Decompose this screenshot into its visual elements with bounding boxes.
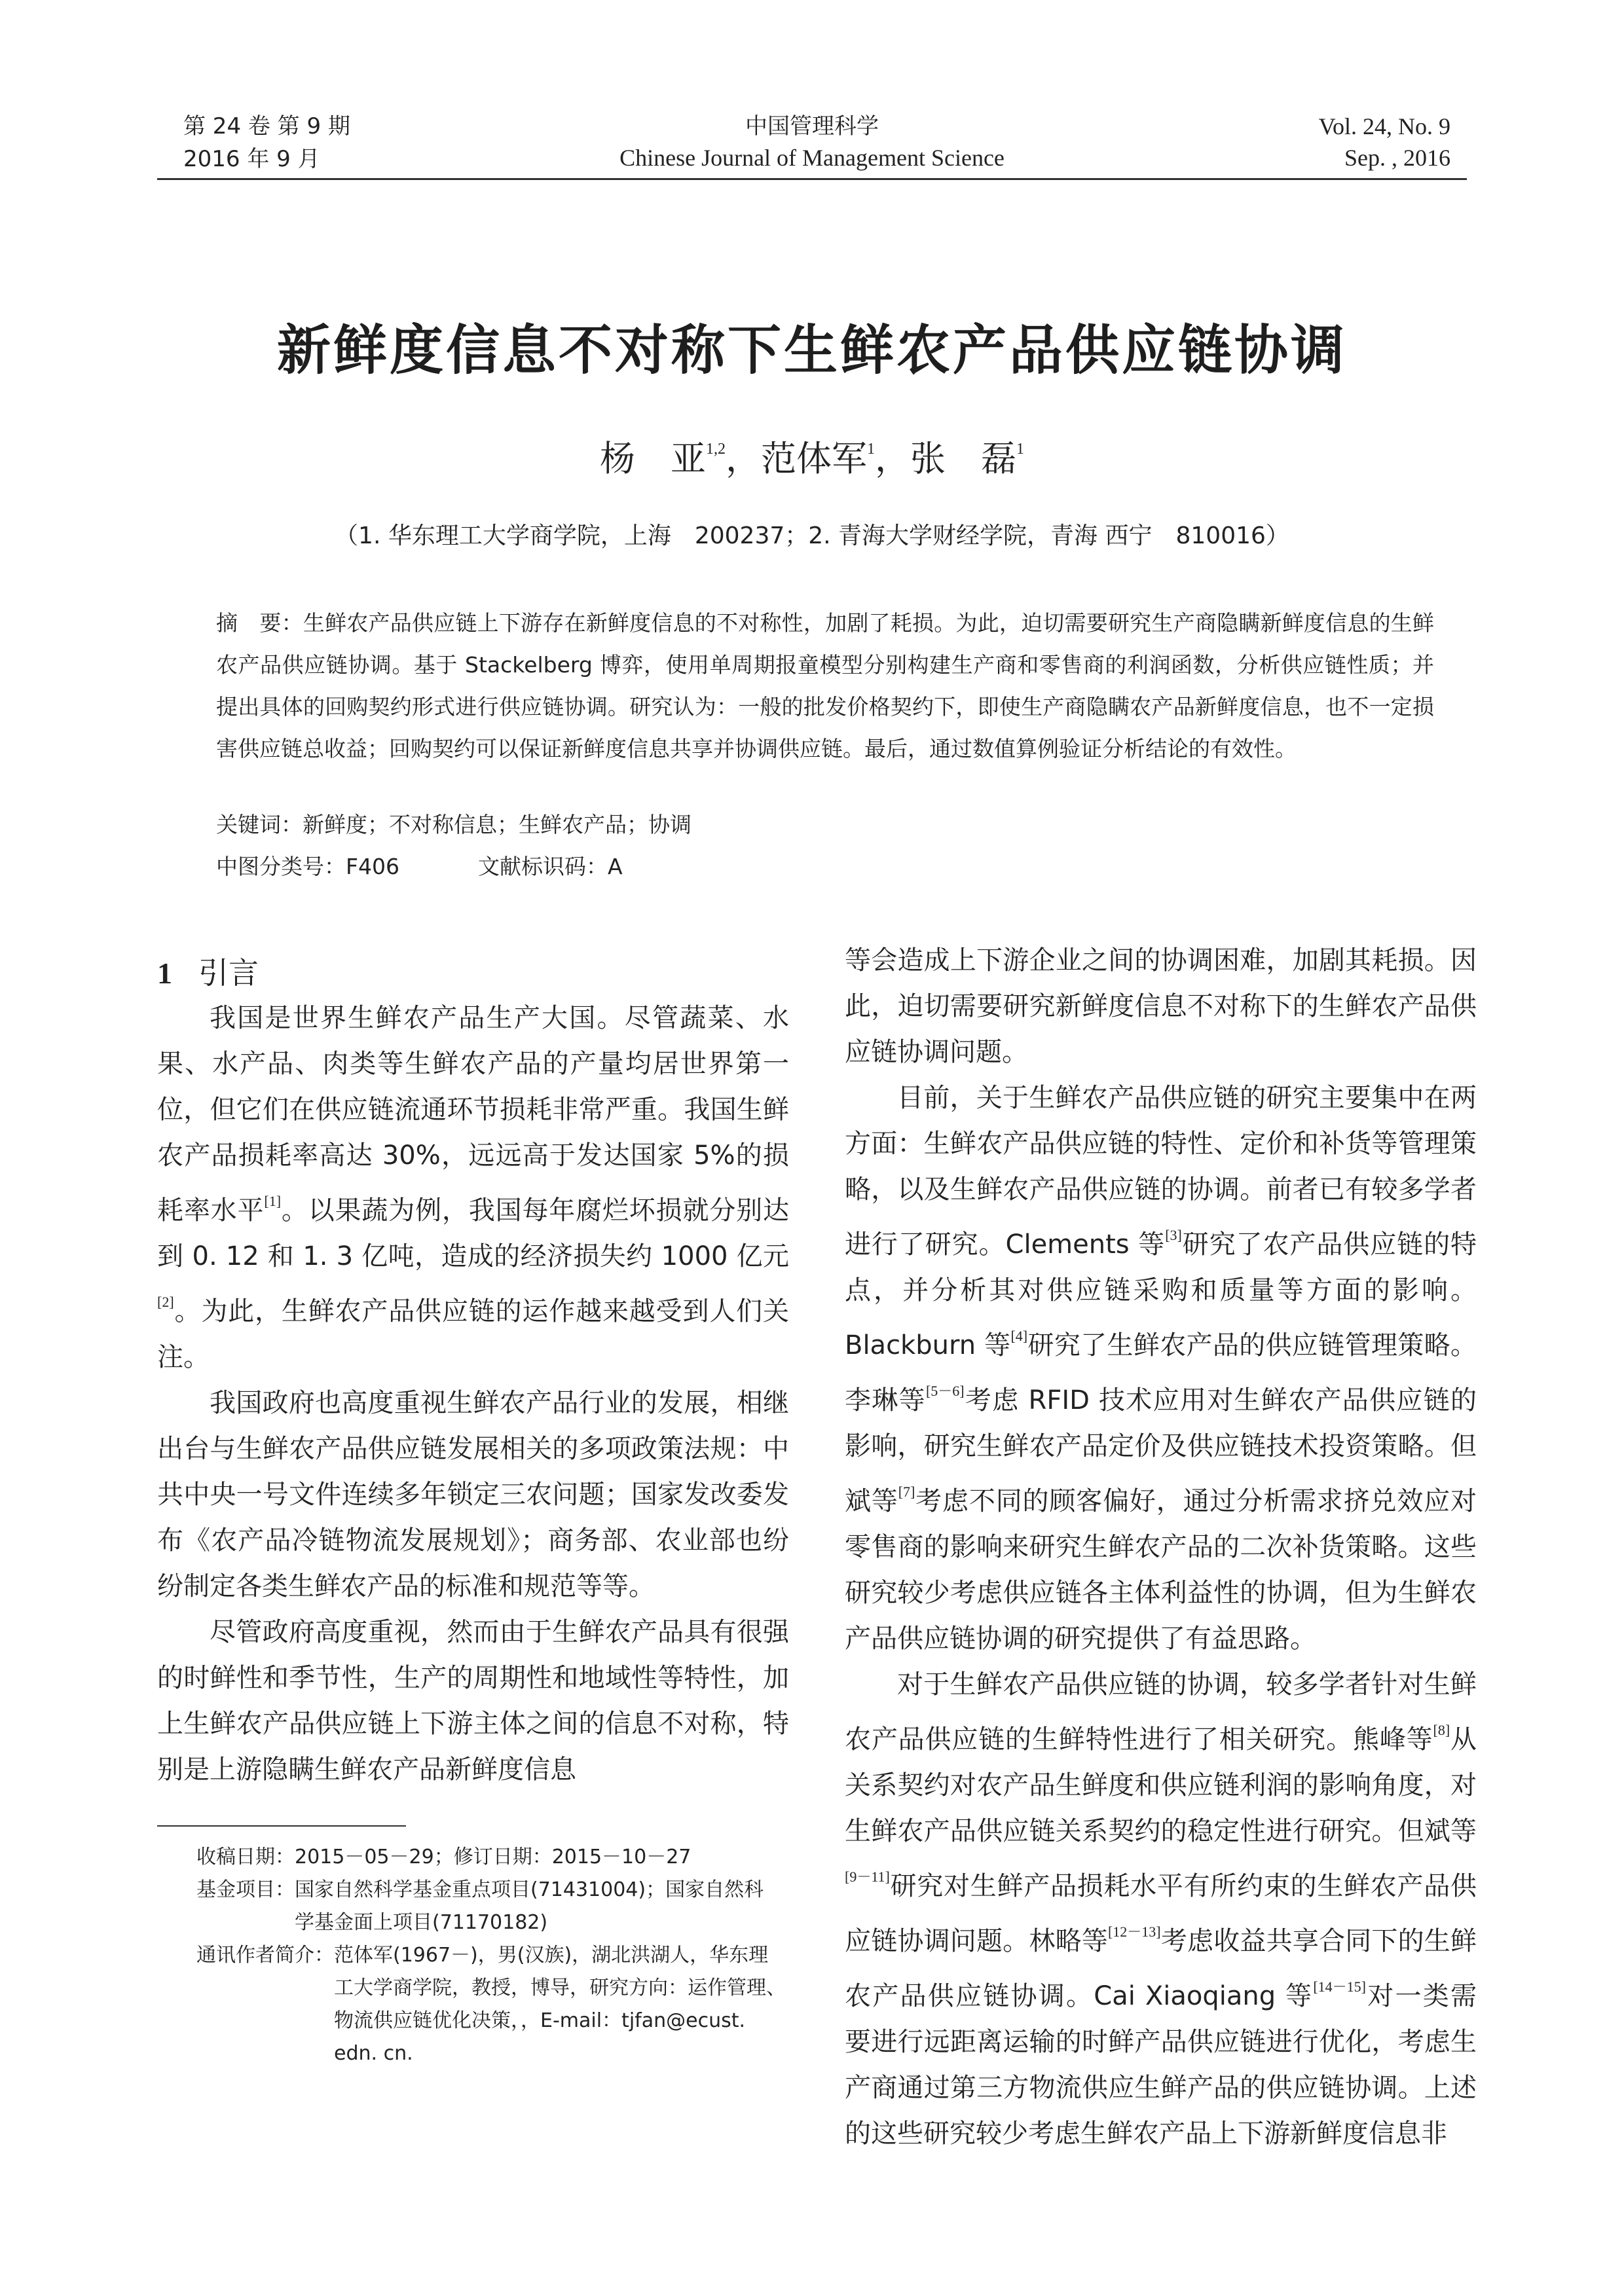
- paragraph: [845, 1662, 1477, 2157]
- citation: [9－11]: [845, 1868, 890, 1885]
- footnote-author-cont: 物流供应链优化决策，，E-mail：tjfan@ecust.: [334, 2009, 746, 2032]
- text-run: 对于生鲜农产品供应链的协调，较多学者针对生鲜农产品供应链的生鲜特性进行了相关研究。熊峰等: [845, 1669, 1477, 1755]
- left-column: [157, 995, 789, 1793]
- clc-label: 中图分类号：: [216, 854, 346, 879]
- header-vol-en: Vol. 24, No. 9: [1318, 113, 1450, 139]
- author-2-affil: 1: [867, 441, 875, 458]
- author-2: ，范体军: [726, 438, 867, 479]
- text-run: 研究了生鲜农产品的供应链管理策略。李琳等: [845, 1330, 1477, 1415]
- text-run: 目前，关于生鲜农产品供应链的研究主要集中在两方面：生鲜农产品供应链的特性、定价和补货等管理策略，以及生鲜农产品供应链的协调。前者已有较多学者进行了研究。Clements 等: [845, 1083, 1477, 1260]
- footnote-author-cont: edn. cn.: [334, 2042, 413, 2065]
- abstract-text: 生鲜农产品供应链上下游存在新鲜度信息的不对称性，加剧了耗损。为此，迫切需要研究生产商隐瞒新鲜度信息的生鲜农产品供应链协调。基于 Stackelberg 博弈，使用单周期报童模型分别构建生产商和零售商的利润函数，分析供应链性质；并提出具体的回购契约形式进行供应链协调。研究认为：一般的批发价格契约下，即使生产商隐瞒农产品新鲜度信息，也不一定损害供应链总收益；回购契约可以保证新鲜度信息共享并协调供应链。最后，通过数值算例验证分析结论的有效性。: [216, 610, 1435, 761]
- header-rule: [157, 178, 1467, 180]
- keywords-text: 新鲜度；不对称信息；生鲜农产品；协调: [303, 812, 692, 837]
- text-run: 考虑 RFID 技术应用对生鲜农产品供应链的影响，研究生鲜农产品定价及供应链技术投资策略。但斌等: [845, 1385, 1477, 1516]
- footnote-fund-cont: 学基金面上项目(71170182): [295, 1911, 548, 1934]
- right-column: [845, 938, 1477, 2157]
- citation: [5－6]: [925, 1383, 965, 1399]
- text-run: 考虑收益共享合同下的生鲜农产品供应链协调。Cai Xiaoqiang 等: [845, 1926, 1477, 2011]
- citation: [3]: [1165, 1227, 1182, 1243]
- paragraph: 等会造成上下游企业之间的协调困难，加剧其耗损。因此，迫切需要研究新鲜度信息不对称下的生鲜农产品供应链协调问题。: [845, 945, 1477, 1067]
- header-date-en: Sep. , 2016: [1344, 145, 1450, 171]
- text-run: 。以果蔬为例，我国每年腐烂坏损就分别达到 0. 12 和 1. 3 亿吨，造成的经济损失约 1000 亿元: [157, 1195, 790, 1271]
- author-1-affil: 1,2: [706, 441, 726, 458]
- abstract-label: 摘 要：: [216, 610, 303, 636]
- header-journal-cn: 中国管理科学: [745, 113, 879, 139]
- text-run: 考虑不同的顾客偏好，通过分析需求挤兑效应对零售商的影响来研究生鲜农产品的二次补货策略。这些研究较少考虑供应链各主体利益性的协调，但为生鲜农产品供应链协调的研究提供了有益思路。: [845, 1486, 1477, 1654]
- citation: [8]: [1433, 1722, 1450, 1738]
- header-journal-en: Chinese Journal of Management Science: [619, 145, 1005, 171]
- author-list: [0, 431, 1624, 481]
- keywords-label: 关键词：: [216, 812, 303, 837]
- paragraph: 我国政府也高度重视生鲜农产品行业的发展，相继出台与生鲜农产品供应链发展相关的多项政策法规：中共中央一号文件连续多年锁定三农问题；国家发改委发布《农产品冷链物流发展规划》；商务部、农业部也纷纷制定各类生鲜农产品的标准和规范等等。: [157, 1388, 789, 1601]
- footnote-author: [196, 1939, 768, 1972]
- author-3: ，张 磊: [875, 438, 1016, 479]
- fund-label: 基金项目：: [196, 1878, 295, 1901]
- doc-code-label: 文献标识码：: [477, 854, 608, 879]
- text-run: 研究对生鲜产品损耗水平有所约束的生鲜农产品供应链协调问题。林略等: [845, 1871, 1477, 1956]
- paper-title: 新鲜度信息不对称下生鲜农产品供应链协调: [276, 319, 1347, 382]
- doc-code: A: [607, 854, 623, 879]
- author-3-affil: 1: [1016, 441, 1024, 458]
- section-title: 引言: [198, 955, 259, 991]
- classification: [216, 846, 1434, 888]
- citation: [1]: [264, 1193, 282, 1209]
- citation: [4]: [1010, 1328, 1028, 1344]
- fund-line-1: 国家自然科学基金重点项目(71431004)；国家自然科: [295, 1878, 764, 1901]
- text-run: 我国是世界生鲜农产品生产大国。尽管蔬菜、水果、水产品、肉类等生鲜农产品的产量均居世界第一位，但它们在供应链流通环节损耗非常严重。我国生鲜农产品损耗率高达 30%，远远高于发达国家 5%的损耗率水平: [157, 1003, 789, 1226]
- section-number: 1: [157, 957, 172, 990]
- author-note-1: 范体军(1967－)，男(汉族)，湖北洪湖人，华东理: [334, 1944, 769, 1967]
- footnote-rule: [157, 1825, 406, 1827]
- header-volume-issue: 第 24 卷 第 9 期: [183, 113, 350, 139]
- text-run: 。为此，生鲜农产品供应链的运作越来越受到人们关注。: [157, 1296, 789, 1372]
- abstract: [216, 602, 1434, 770]
- text-run: 从关系契约对农产品生鲜度和供应链利润的影响角度，对生鲜农产品供应链关系契约的稳定性进行研究。但斌等: [845, 1724, 1477, 1846]
- citation: [14－15]: [1313, 1978, 1366, 1995]
- paragraph: 尽管政府高度重视，然而由于生鲜农产品具有很强的时鲜性和季节性，生产的周期性和地域性等特性，加上生鲜农产品供应链上下游主体之间的信息不对称，特别是上游隐瞒生鲜农产品新鲜度信息: [157, 1617, 789, 1785]
- paragraph: [157, 995, 789, 1380]
- keywords: [216, 804, 1434, 846]
- author-note-label: 通讯作者简介：: [196, 1944, 334, 1967]
- author-1: 杨 亚: [600, 438, 706, 479]
- footnote-author-cont: 工大学商学院，教授，博导，研究方向：运作管理、: [334, 1977, 786, 1999]
- section-heading: [157, 949, 259, 993]
- text-run: 研究了农产品供应链的特点，并分析其对供应链采购和质量等方面的影响。Blackburn 等: [845, 1230, 1477, 1360]
- footnote-dates: 收稿日期：2015－05－29；修订日期：2015－10－27: [196, 1846, 692, 1868]
- header-date-cn: 2016 年 9 月: [183, 146, 320, 172]
- citation: [12－13]: [1107, 1923, 1161, 1940]
- affiliation: （1. 华东理工大学商学院，上海 200237；2. 青海大学财经学院，青海 西宁 810016）: [335, 522, 1289, 549]
- clc-code: F406: [346, 854, 399, 879]
- paragraph: [845, 1075, 1477, 1662]
- footnote-fund: [196, 1874, 764, 1906]
- text-run: 对一类需要进行远距离运输的时鲜产品供应链进行优化，考虑生产商通过第三方物流供应生鲜产品的供应链协调。上述的这些研究较少考虑生鲜农产品上下游新鲜度信息非: [845, 1981, 1477, 2149]
- citation: [2]: [157, 1294, 174, 1310]
- citation: [7]: [898, 1484, 915, 1500]
